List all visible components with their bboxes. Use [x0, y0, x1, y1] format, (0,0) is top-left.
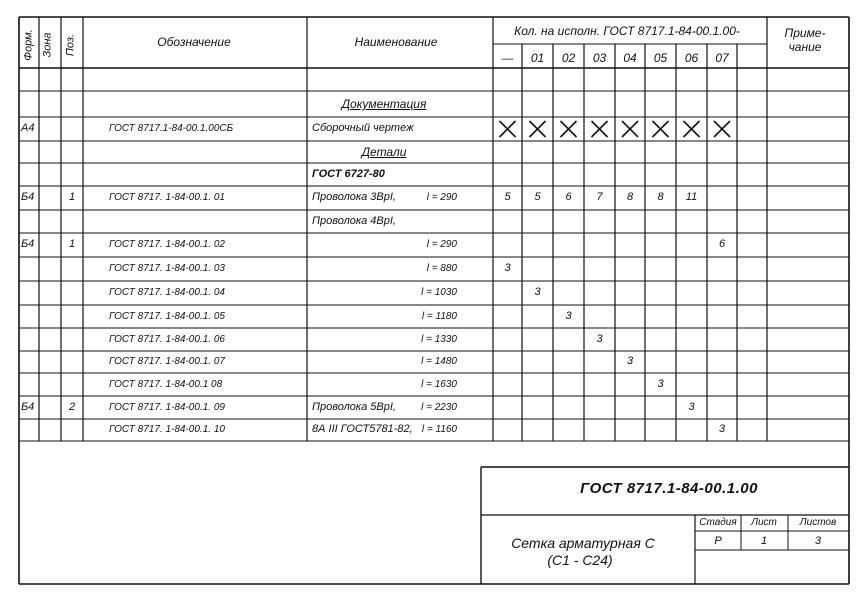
header-note-line1: Приме- — [784, 26, 826, 40]
not-applicable-cross — [530, 121, 546, 137]
row-quantity: 5 — [534, 191, 541, 203]
row-length: l = 1630 — [421, 378, 457, 390]
row-designation: ГОСТ 8717. 1-84-00.1. 07 — [109, 356, 225, 367]
title-block-sheet-label: Лист — [751, 517, 777, 528]
header-designation: Обозначение — [157, 35, 231, 49]
title-block-name-line2: (С1 - С24) — [547, 552, 613, 568]
not-applicable-cross — [592, 121, 608, 137]
variant-header-5: 05 — [653, 51, 668, 65]
row-name: Документация — [341, 97, 427, 111]
row-length: l = 1180 — [421, 310, 457, 322]
title-block-name-line1: Сетка арматурная С — [511, 535, 655, 551]
row-format: Б4 — [21, 191, 35, 203]
row-quantity: 3 — [626, 355, 634, 367]
row-format: Б4 — [21, 400, 35, 413]
row-name: Проволока 4ВрI, — [312, 214, 396, 227]
row-quantity: 11 — [685, 191, 698, 203]
title-block-document-number: ГОСТ 8717.1-84-00.1.00 — [580, 480, 758, 497]
row-designation: ГОСТ 8717. 1-84-00.1. 09 — [109, 401, 225, 413]
row-length: l = 1030 — [421, 287, 457, 298]
not-applicable-cross — [561, 121, 577, 137]
row-designation: ГОСТ 8717. 1-84-00.1. 10 — [109, 424, 225, 435]
row-name: Сборочный чертеж — [312, 122, 414, 134]
header-quantity-title: Кол. на исполн. ГОСТ 8717.1-84-00.1.00- — [514, 24, 740, 38]
not-applicable-cross — [714, 121, 730, 137]
title-block-sheets-label: Листов — [799, 517, 837, 528]
row-length: l = 290 — [426, 192, 457, 203]
not-applicable-cross — [622, 121, 638, 137]
row-designation: ГОСТ 8717.1-84-00.1.00СБ — [109, 123, 234, 134]
title-block-sheets-value: 3 — [814, 535, 822, 547]
variant-header-1: 01 — [530, 51, 545, 65]
row-designation: ГОСТ 8717. 1-84-00.1. 04 — [109, 287, 225, 298]
row-length: l = 1160 — [421, 424, 457, 435]
row-quantity: 3 — [718, 423, 726, 435]
row-quantity: 7 — [596, 191, 603, 203]
row-quantity: 6 — [718, 238, 726, 250]
row-quantity: 8 — [626, 191, 634, 203]
row-quantity: 5 — [504, 191, 511, 203]
header-note-line2: чание — [788, 40, 822, 54]
row-length: l = 1480 — [421, 356, 457, 367]
row-format: А4 — [21, 122, 35, 134]
row-name: Детали — [361, 145, 407, 159]
variant-header-0: — — [501, 51, 514, 65]
row-quantity: 3 — [657, 377, 664, 390]
row-designation: ГОСТ 8717. 1-84-00.1. 03 — [109, 263, 225, 274]
header-name: Наименование — [354, 35, 438, 49]
title-block-stage-value: Р — [714, 535, 722, 547]
row-name: Проволока 5ВрI, — [312, 400, 396, 413]
row-designation: ГОСТ 8717. 1-84-00.1. 01 — [109, 192, 225, 203]
variant-header-7: 07 — [715, 51, 729, 65]
row-name: 8А III ГОСТ5781-82, — [312, 423, 413, 435]
row-designation: ГОСТ 8717. 1-84-00.1. 06 — [109, 333, 225, 345]
row-position: 2 — [68, 400, 76, 413]
row-position: 1 — [68, 238, 76, 250]
variant-header-6: 06 — [684, 51, 699, 65]
row-designation: ГОСТ 8717. 1-84-00.1. 02 — [109, 239, 225, 250]
row-length: l = 2230 — [421, 401, 457, 413]
title-block-stage-label: Стадия — [699, 517, 737, 528]
header-position: Поз. — [64, 33, 77, 57]
row-name: Проволока 3ВрI, — [312, 191, 396, 203]
row-name: ГОСТ 6727-80 — [312, 167, 385, 180]
variant-header-2: 02 — [561, 51, 576, 65]
row-length: l = 880 — [426, 263, 457, 274]
row-quantity: 6 — [565, 191, 572, 203]
row-designation: ГОСТ 8717. 1-84-00.1. 05 — [109, 310, 225, 322]
header-zone: Зона — [41, 32, 54, 58]
row-quantity: 3 — [565, 309, 572, 322]
row-format: Б4 — [21, 238, 35, 250]
variant-header-3: 03 — [592, 51, 607, 65]
row-length: l = 1330 — [421, 333, 457, 345]
variant-header-4: 04 — [623, 51, 637, 65]
not-applicable-cross — [684, 121, 700, 137]
header-format: Форм. — [22, 29, 35, 61]
row-quantity: 3 — [504, 262, 511, 274]
row-quantity: 3 — [534, 286, 541, 298]
row-quantity: 3 — [596, 332, 603, 345]
not-applicable-cross — [653, 121, 669, 137]
row-position: 1 — [68, 191, 76, 203]
row-quantity: 8 — [657, 191, 664, 203]
row-length: l = 290 — [426, 239, 457, 250]
not-applicable-cross — [500, 121, 516, 137]
row-quantity: 3 — [688, 400, 695, 413]
row-designation: ГОСТ 8717. 1-84-00.1 08 — [109, 378, 223, 390]
title-block-sheet-value: 1 — [760, 535, 768, 547]
